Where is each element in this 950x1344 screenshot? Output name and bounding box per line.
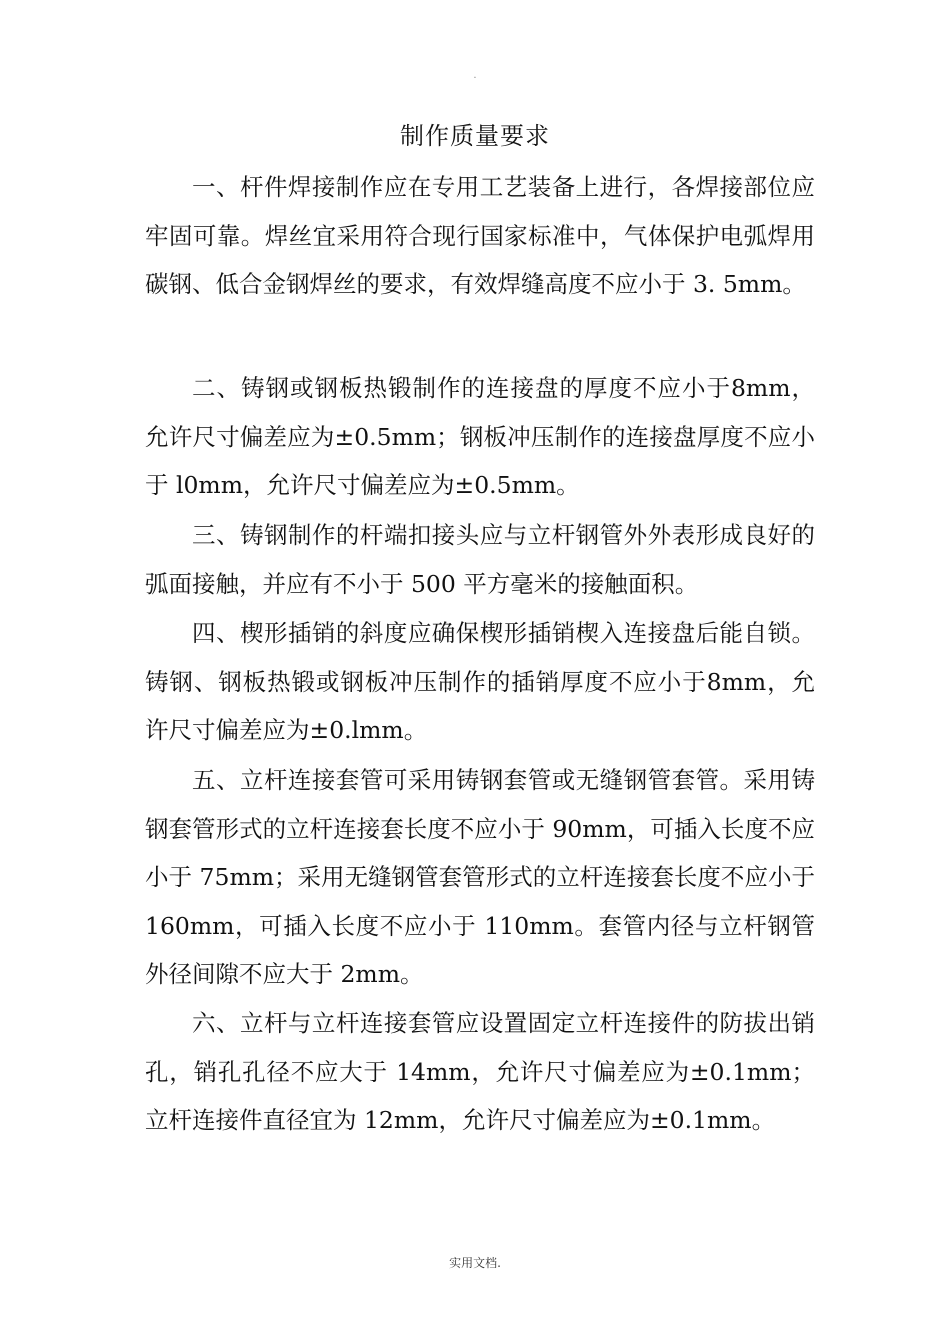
paragraph-5: 五、立杆连接套管可采用铸钢套管或无缝钢管套管。采用铸钢套管形式的立杆连接套长度不应小于 90mm，可插入长度不应小于 75mm；采用无缝钢管套管形式的立杆连接套长度不应小于 160mm，可插入长度不应小于 110mm。套管内径与立杆钢管外径间隙不应大于 2mm。	[145, 766, 815, 988]
paragraph-4: 四、楔形插销的斜度应确保楔形插销楔入连接盘后能自锁。铸钢、钢板热锻或钢板冲压制作的插销厚度不应小于8mm，允许尺寸偏差应为±0.lmm。	[145, 619, 815, 744]
header-mark: .	[473, 70, 477, 81]
paragraph-2: 二、铸钢或钢板热锻制作的连接盘的厚度不应小于8mm，允许尺寸偏差应为±0.5mm；钢板冲压制作的连接盘厚度不应小于 l0mm，允许尺寸偏差应为±0.5mm。	[145, 374, 815, 499]
paragraph-6: 六、立杆与立杆连接套管应设置固定立杆连接件的防拔出销孔，销孔孔径不应大于 14mm，允许尺寸偏差应为±0.1mm；立杆连接件直径宜为 12mm，允许尺寸偏差应为±0.1mm。	[145, 1009, 815, 1134]
document-title: 制作质量要求	[400, 122, 550, 150]
paragraph-1: 一、杆件焊接制作应在专用工艺装备上进行，各焊接部位应牢固可靠。焊丝宜采用符合现行国家标准中，气体保护电弧焊用碳钢、低合金钢焊丝的要求，有效焊缝高度不应小于 3. 5mm。	[145, 173, 815, 298]
paragraph-3: 三、铸钢制作的杆端扣接头应与立杆钢管外外表形成良好的弧面接触，并应有不小于 500 平方毫米的接触面积。	[145, 521, 815, 598]
page-footer: 实用文档.	[449, 1256, 501, 1270]
